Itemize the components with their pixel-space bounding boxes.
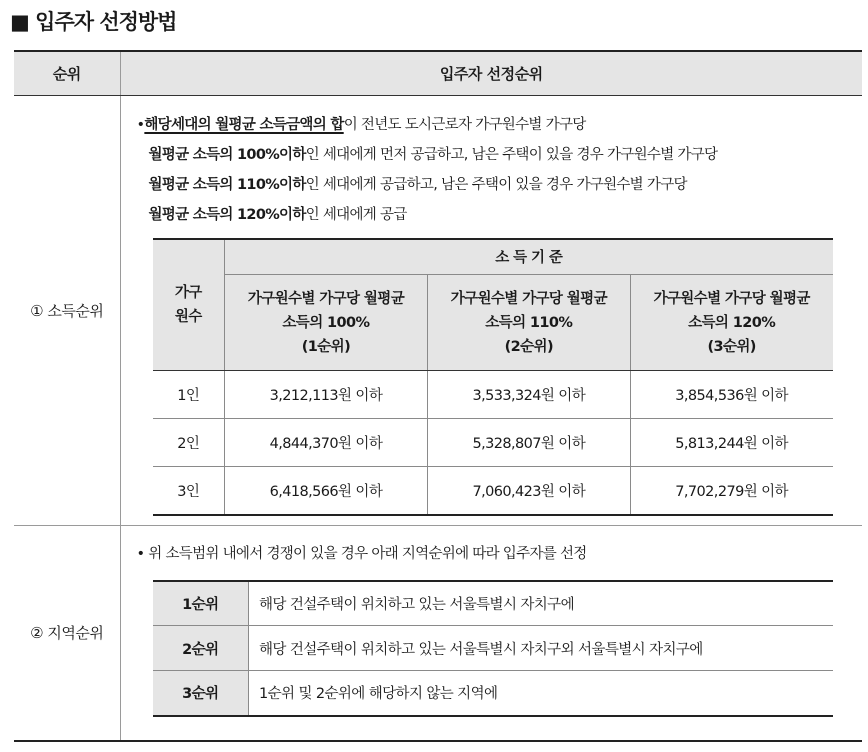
income-line-4 <box>137 200 863 230</box>
income-column-100: 가구원수별 가구당 월평균 소득의 100% (1순위) <box>225 275 428 371</box>
region-priority-table <box>153 580 833 717</box>
income-line-1-rest: 이 전년도 도시근로자 가구원수별 가구당 <box>343 116 586 133</box>
income-value: 7,060,423원 이하 <box>427 467 630 515</box>
region-rank: 2순위 <box>153 626 249 671</box>
income-rank-row <box>14 95 862 525</box>
income-value: 6,418,566원 이하 <box>225 467 428 515</box>
income-criteria-header: 소 득 기 준 <box>225 239 833 275</box>
income-line-2-bold: 월평균 소득의 100%이하 <box>148 146 306 163</box>
selection-method-table <box>14 50 862 742</box>
region-description: 1순위 및 2순위에 해당하지 않는 지역에 <box>249 671 833 716</box>
bullet: • <box>136 116 145 133</box>
table-row <box>153 419 833 467</box>
region-rank-content <box>120 525 862 741</box>
income-rank-label: ① 소득순위 <box>14 95 120 525</box>
region-rank-label: ② 지역순위 <box>14 525 120 741</box>
household-size: 3인 <box>153 467 225 515</box>
income-column-120: 가구원수별 가구당 월평균 소득의 120% (3순위) <box>630 275 832 371</box>
income-line-4-bold: 월평균 소득의 120%이하 <box>148 206 306 223</box>
income-column-110: 가구원수별 가구당 월평균 소득의 110% (2순위) <box>427 275 630 371</box>
income-value: 4,844,370원 이하 <box>225 419 428 467</box>
income-table-header-top <box>153 239 833 275</box>
income-line-3-bold: 월평균 소득의 110%이하 <box>148 176 306 193</box>
header-rank: 순위 <box>14 51 120 95</box>
income-table-header-columns <box>153 275 833 371</box>
income-line-2 <box>137 140 863 170</box>
region-description: 해당 건설주택이 위치하고 있는 서울특별시 자치구외 서울특별시 자치구에 <box>249 626 833 671</box>
region-rank-row <box>14 525 862 741</box>
income-value: 7,702,279원 이하 <box>630 467 832 515</box>
income-criteria-table <box>153 238 833 516</box>
income-value: 3,533,324원 이하 <box>427 371 630 419</box>
income-description <box>121 96 863 230</box>
region-description: 해당 건설주택이 위치하고 있는 서울특별시 자치구에 <box>249 581 833 626</box>
household-size: 2인 <box>153 419 225 467</box>
income-rank-content <box>120 95 862 525</box>
table-row <box>153 581 833 626</box>
income-line-3-rest: 인 세대에게 공급하고, 남은 주택이 있을 경우 가구원수별 가구당 <box>305 176 687 193</box>
region-rank: 1순위 <box>153 581 249 626</box>
header-selection-order: 입주자 선정순위 <box>120 51 862 95</box>
table-row <box>153 671 833 716</box>
household-size-header: 가구 원수 <box>153 239 225 371</box>
household-size: 1인 <box>153 371 225 419</box>
income-value: 3,854,536원 이하 <box>630 371 832 419</box>
region-rank: 3순위 <box>153 671 249 716</box>
income-line-3 <box>137 170 863 200</box>
income-line-2-rest: 인 세대에게 먼저 공급하고, 남은 주택이 있을 경우 가구원수별 가구당 <box>305 146 718 163</box>
income-line-4-rest: 인 세대에게 공급 <box>305 206 407 223</box>
table-row <box>153 467 833 515</box>
table-row <box>153 626 833 671</box>
income-value: 5,328,807원 이하 <box>427 419 630 467</box>
page-title: ■ 입주자 선정방법 <box>10 10 177 34</box>
table-row <box>153 371 833 419</box>
region-intro: • 위 소득범위 내에서 경쟁이 있을 경우 아래 지역순위에 따라 입주자를 선정 <box>136 545 587 562</box>
income-line-1-bold: 해당세대의 월평균 소득금액의 합 <box>144 116 344 133</box>
income-value: 3,212,113원 이하 <box>225 371 428 419</box>
header-row <box>14 51 862 95</box>
income-line-1 <box>137 110 863 140</box>
income-value: 5,813,244원 이하 <box>630 419 832 467</box>
